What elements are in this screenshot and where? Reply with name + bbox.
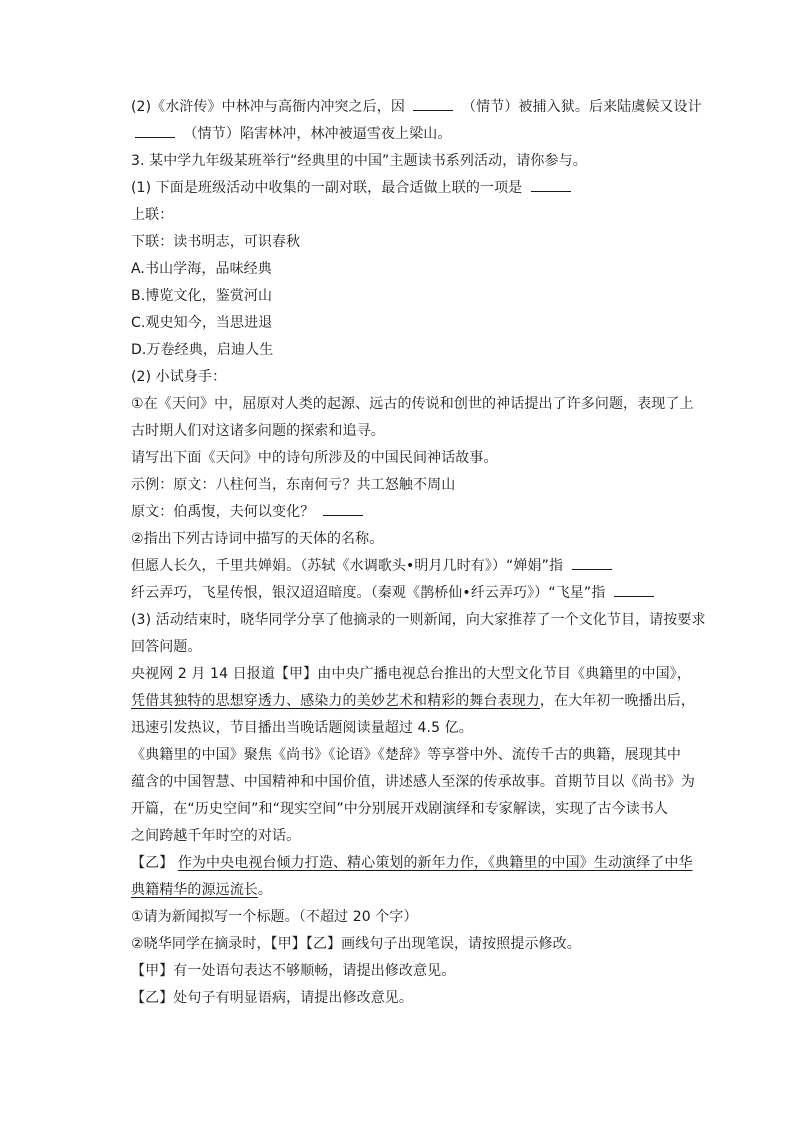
line-text: 但愿人长久，千里共婵娟。（苏轼《水调歌头•明月几时有》）“婵娟”指 [131,558,568,574]
answer-blank[interactable] [531,176,571,192]
line-text: (2)《水浒传》中林冲与高衙内冲突之后，因 [131,99,410,115]
line-text: 下联：读书明志，可识春秋 [131,234,301,250]
line-text: ②指出下列古诗词中描写的天体的名称。 [131,531,384,547]
line-text: 典籍精华的源远流长 [131,882,258,898]
text-line [131,445,697,472]
text-line [131,796,697,823]
line-text: A.书山学海，品味经典 [131,261,272,277]
text-line [131,688,697,715]
text-line [131,580,697,607]
line-text: 开篇，在“历史空间”和“现实空间”中分别展开戏剧演绎和专家解读，实现了古今读书人 [131,801,669,817]
text-line [131,229,697,256]
text-line [131,877,697,904]
answer-blank[interactable] [135,122,175,138]
line-text: C.观史知今，当思进退 [131,315,273,331]
line-text: 之间跨越千年时空的对话。 [131,828,301,844]
line-text: 【甲】有一处语句表达不够顺畅，请提出修改意见。 [131,963,456,979]
line-text: (1) 下面是班级活动中收集的一副对联，最合适做上联的一项是 [131,180,527,196]
text-line [131,931,697,958]
text-line [131,742,697,769]
text-line [131,769,697,796]
answer-blank[interactable] [614,581,654,597]
line-text: 原文：伯禹愎，夫何以变化？ [131,504,319,520]
line-text: 上联： [131,207,174,223]
line-text: (3) 活动结束时，晓华同学分享了他摘录的一则新闻，向大家推荐了一个文化节目，请按要求 [131,612,706,628]
question-text [131,94,706,1012]
answer-blank[interactable] [413,95,453,111]
line-text: 【乙】 [131,855,178,871]
line-text-cont: ，在大年初一晚播出后， [539,693,696,709]
text-line [131,283,697,310]
line-text: 蕴含的中国智慧、中国精神和中国价值，讲述感人至深的传承故事。首期节目以《尚书》为 [131,774,695,790]
text-line [131,94,702,121]
line-text-cont: （情节）被捕入狱。后来陆虞候又设计 [457,99,702,115]
text-line [131,202,697,229]
text-line [131,148,697,175]
line-text: 古时期人们对这诸多问题的探索和追寻。 [131,423,385,439]
line-text: 纤云弄巧，飞星传恨，银汉迢迢暗度。（秦观《鹊桥仙•纤云弄巧》）“飞星”指 [131,585,610,601]
line-text: ①请为新闻拟写一个标题。（不超过 20 个字） [131,909,418,925]
line-text: 央视网 2 月 14 日报道【甲】由中央广播电视总台推出的大型文化节目《典籍里的中国》， [131,666,691,682]
line-text: D.万卷经典，启迪人生 [131,342,274,358]
line-text: B.博览文化，鉴赏河山 [131,288,273,304]
text-line [131,175,697,202]
text-line [131,958,697,985]
line-text: 请写出下面《天问》中的诗句所涉及的中国民间神话故事。 [131,450,498,466]
text-line [131,364,697,391]
text-line [131,472,697,499]
line-text-cont: 。 [257,882,273,898]
text-line [131,850,697,877]
line-text: ①在《天问》中，屈原对人类的起源、远古的传说和创世的神话提出了许多问题，表现了上 [131,396,694,412]
text-line [131,607,706,634]
text-line [131,310,697,337]
answer-blank[interactable] [572,554,612,570]
text-line [131,661,697,688]
line-text: 3. 某中学九年级某班举行“经典里的中国”主题读书系列活动，请你参与。 [131,153,587,169]
line-text: 【乙】处句子有明显语病，请提出修改意见。 [131,990,413,1006]
line-text: 凭借其独特的思想穿透力、感染力的美妙艺术和精彩的舞台表现力 [131,693,540,709]
line-text: 回答问题。 [131,639,202,655]
underlined-text: 作为中央电视台倾力打造、精心策划的新年力作，《典籍里的中国》生动演绎了中华 [177,855,693,871]
text-line [131,715,697,742]
text-line [131,121,697,148]
text-line [131,418,697,445]
text-line [131,634,697,661]
text-line [131,499,697,526]
text-line [131,823,697,850]
text-line [131,553,697,580]
text-line [131,526,697,553]
line-text: 《典籍里的中国》聚焦《尚书》《论语》《楚辞》等享誉中外、流传千古的典籍，展现其中 [131,747,681,763]
text-line [131,391,697,418]
text-line [131,256,697,283]
answer-blank[interactable] [323,500,363,516]
line-text: ②晓华同学在摘录时，【甲】【乙】画线句子出现笔误，请按照提示修改。 [131,936,581,952]
text-line [131,904,697,931]
text-line [131,337,697,364]
line-text-cont: （情节）陷害林冲，林冲被逼雪夜上梁山。 [179,126,452,142]
line-text: (2) 小试身手： [131,369,227,385]
line-text: 迅速引发热议，节目播出当晚话题阅读量超过 4.5 亿。 [131,720,473,736]
text-line [131,985,697,1012]
line-text: 示例：原文：八柱何当，东南何亏？共工怒触不周山 [131,477,456,493]
